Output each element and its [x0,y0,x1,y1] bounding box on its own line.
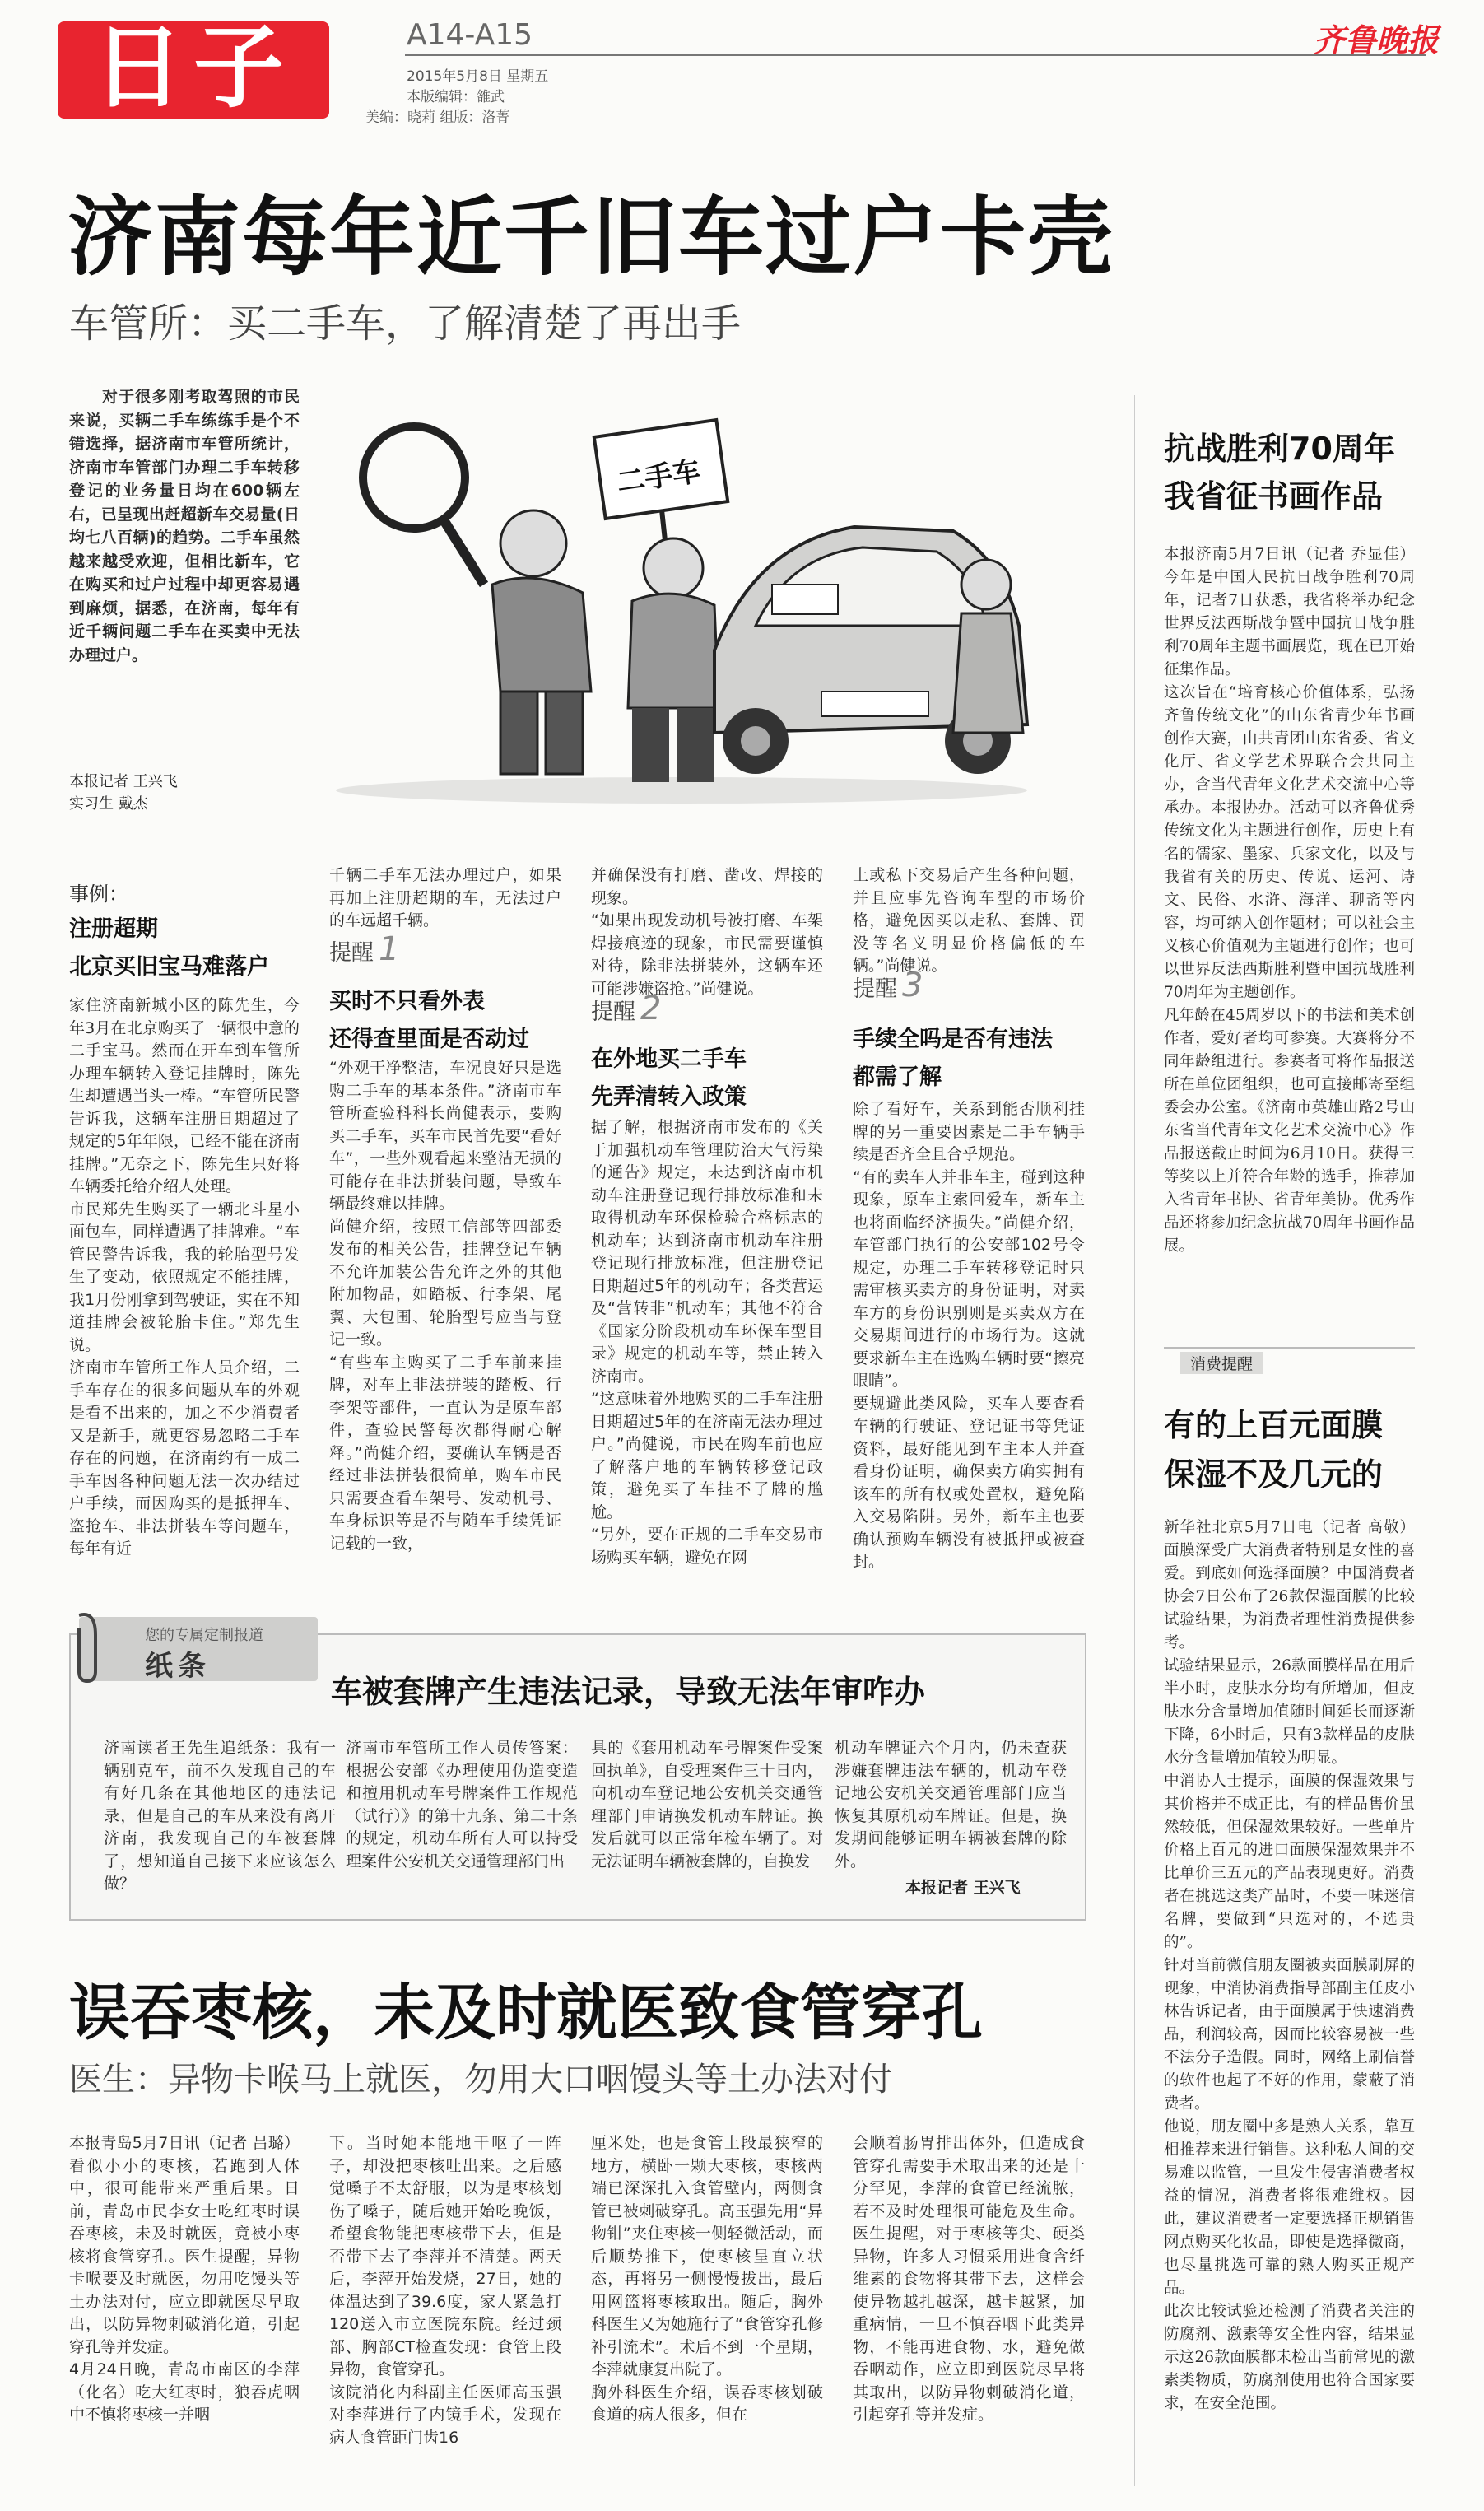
tip-1-number: 1 [379,930,400,968]
newspaper-name: 齐鲁晚报 [1314,21,1440,58]
tip-2-title-1: 在外地买二手车 [591,1046,747,1072]
sidebar-tag [1164,1347,1415,1378]
story2-col-4: 会顺着肠胃排出体外，但造成食管穿孔需要手术取出来的还是十分罕见，李萍的食管已经流脓，若不及时处理很可能危及生命。医生提醒，对于枣核等尖、硬类异物，许多人习惯采用进食含纤维素的食物将其带下去，这样会使异物越扎越深，越卡越紧，加重病情，一旦不慎吞咽下此类异物，不能再进食物、水，避免做吞咽动作，应立即到医院尽早将其取出，以防异物刺破消化道，引起穿孔等并发症。 [853,2134,1085,2424]
paper-strip-answer-3: 机动车牌证六个月内，仍未查获涉嫌套牌违法车辆的，机动车登记地公安机关交通管理部门应当恢复其原机动车牌证。但是，换发期间能够证明车辆被套牌的除外。 [835,1739,1067,1870]
sidebar-story1-headline-2: 我省征书画作品 [1164,478,1384,515]
main-col-4: 除了看好车，关系到能否顺利挂牌的另一重要因素是二手车辆手续是否齐全且合乎规范。 “有的卖车人并非车主，碰到这种现象，原车主索回爱车，新车主也将面临经济损失。”尚健介绍，车管部门执行的公安部102号令规定，办理二手车转移登记时只需审核买卖方的身份证明，对卖车方的身份识别则是买卖双方在交易期间进行的市场行为。这就要求新车主在选购车辆时要“擦亮眼睛”。 要规避此类风险，买车人要查看车辆的行驶证、登记证书等凭证资料，最好能见到车主本人并查看身份证明，确保卖方确实拥有该车的所有权或处置权，避免陷入交易陷阱。另外，新车主也要确认预购车辆没有被抵押或被查封。 [853,1100,1085,1571]
sidebar-divider [1134,395,1135,2486]
paper-strip-question: 济南读者王先生追纸条：我有一辆别克车，前不久发现自己的车有好几条在其他地区的违法记录，但是自己的车从来没有离开济南，我发现自己的车被套牌了，想知道自己接下来应该怎么做？ [104,1739,336,1893]
tip-1-title-1: 买时不只看外表 [329,989,485,1014]
paper-strip-byline: 本报记者 王兴飞 [905,1879,1021,1897]
paper-strip-tag-small: 您的专属定制报道 [145,1627,263,1644]
sidebar-story2-headline-1: 有的上百元面膜 [1164,1407,1384,1443]
issue-date: 2015年5月8日 星期五 [407,68,549,85]
sign-text: 二手车 [615,454,703,500]
main-headline: 济南每年近千旧车过户卡壳 [67,187,1115,287]
paper-strip-answer-2: 具的《套用机动车号牌案件受案回执单》，自受理案件三十日内，向机动车登记地公安机关交通管理部门申请换发机动车牌证。换发后就可以正常年检车辆了。对无法证明车辆被套牌的，自换发 [591,1739,823,1870]
main-subhead: 车管所：买二手车，了解清楚了再出手 [69,300,742,347]
tip-3-label-text: 提醒 [853,976,897,1002]
page-range: A14-A15 [407,18,533,52]
tip-2-label-text: 提醒 [591,999,635,1025]
story2-headline: 误吞枣核，未及时就医致食管穿孔 [69,1978,983,2048]
story2-col-1: 本报青岛5月7日讯（记者 吕璐）看似小小的枣核，若跑到人体中，很可能带来严重后果。日前，青岛市民李女士吃红枣时误吞枣核，未及时就医，竟被小枣核将食管穿孔。医生提醒，异物卡喉要及时就医，勿用吃馒头等土办法对付，应立即就医尽早取出，以防异物刺破消化道，引起穿孔等并发症。 4月24日晚，青岛市南区的李萍（化名）吃大红枣时，狼吞虎咽中不慎将枣核一并咽 [69,2134,300,2424]
main-col-4-top: 上或私下交易后产生各种问题，并且应事先咨询车型的市场价格，避免因买以走私、套牌、罚没等名义明显价格偏低的车辆。”尚健说。 [853,866,1085,975]
paper-strip-headline: 车被套牌产生违法记录，导致无法年审咋办 [331,1674,926,1710]
header-rule [405,54,1426,56]
page-designer: 美编：晓莉 组版：洛菁 [365,109,510,126]
page-editor: 本版编辑：雒武 [407,89,505,105]
tip-1-label [329,930,399,968]
case-label: 事例： [69,883,128,906]
main-col-3: 据了解，根据济南市发布的《关于加强机动车管理防治大气污染的通告》规定，未达到济南市机动车注册登记现行排放标准和未取得机动车环保检验合格标志的机动车；达到济南市机动车注册登记现行排放标准，但注册登记日期超过5年的机动车；各类营运及“营转非”机动车；其他不符合《国家分阶段机动车环保车型目录》规定的机动车等，禁止转入济南市。 “这意味着外地购买的二手车注册日期超过5年的在济南无法办理过户。”尚健说，市民在购车前也应了解落户地的车辆转移登记政策，避免买了车挂不了牌的尴尬。 “另外，要在正规的二手车交易市场购买车辆，避免在网 [591,1118,823,1567]
sidebar-story2-headline-2: 保湿不及几元的 [1164,1456,1384,1493]
tip-2-label [591,990,661,1027]
main-col-2-top: 千辆二手车无法办理过户，如果再加上注册超期的车，无法过户的车远超千辆。 [329,866,561,929]
sidebar-story2-body: 新华社北京5月7日电（记者 高敬）面膜深受广大消费者特别是女性的喜爱。到底如何选择面膜？中国消费者协会7日公布了26款保湿面膜的比较试验结果，为消费者理性消费提供参考。 试验结果显示，26款面膜样品在用后半小时，皮肤水分均有所增加，但皮肤水分含量增加值随时间延长而逐渐下降，6小时后，只有3款样品的皮肤水分含量增加值较为明显。 中消协人士提示，面膜的保湿效果与其价格并不成正比，有的样品售价虽然较低，但保湿效果较好。一些单片价格上百元的进口面膜保湿效果并不比单价三五元的产品表现更好。消费者在挑选这类产品时，不要一味迷信名牌，要做到“只选对的，不选贵的”。 针对当前微信朋友圈被卖面膜刷屏的现象，中消协消费指导部副主任皮小林告诉记者，由于面膜属于快速消费品，利润较高，因而比较容易被一些不法分子造假。同时，网络上刷信誉的软件也起了不好的作用，蒙蔽了消费者。 他说，朋友圈中多是熟人关系，靠互相推荐来进行销售。这种私人间的交易难以监管，一旦发生侵害消费者权益的情况，消费者将很难维权。因此，建议消费者一定要选择正规销售网点购买化妆品，即使是选择微商，也尽量挑选可靠的熟人购买正规产品。 此次比较试验还检测了消费者关注的防腐剂、激素等安全性内容，结果显示这26款面膜都未检出当前常见的激素类物质，防腐剂使用也符合国家要求，在安全范围。 [1164,1519,1415,2412]
section-logo-text: 日子 [93,15,294,120]
case-title-1: 注册超期 [69,916,158,942]
story2-col-2: 下。当时她本能地干呕了一阵子，却没把枣核吐出来。之后感觉嗓子不太舒服，以为是枣核划伤了嗓子，随后她开始吃晚饭，希望食物能把枣核带下去，但是否带下去了李萍并不清楚。两天后，李萍开始发烧，27日，她的体温达到了39.6度，家人紧急打120送入市立医院东院。经过颈部、胸部CT检查发现：食管上段异物，食管穿孔。 该院消化内科副主任医师高玉强对李萍进行了内镜手术，发现在病人食管距门齿16 [329,2134,561,2447]
tip-3-number: 3 [902,967,923,1004]
case-title-2: 北京买旧宝马难落户 [69,954,269,980]
sidebar-tag-text: 消费提醒 [1180,1352,1263,1374]
story2-col-3: 厘米处，也是食管上段最狭窄的地方，横卧一颗大枣核，枣核两端已深深扎入食管壁内，两侧食管已被刺破穿孔。高玉强先用“异物钳”夹住枣核一侧轻微活动，而后顺势推下，使枣核呈直立状态，再将另一侧慢慢拔出，最后用网篮将枣核取出。随后，胸外科医生又为她施行了“食管穿孔修补引流术”。术后不到一个星期，李萍就康复出院了。 胸外科医生介绍，误吞枣核划破食道的病人很多，但在 [591,2134,823,2424]
main-byline-intern: 实习生 戴杰 [69,795,148,813]
tip-3-title-1: 手续全吗是否有违法 [853,1027,1053,1052]
sidebar-story1-headline-1: 抗战胜利70周年 [1164,431,1395,467]
main-col-1: 家住济南新城小区的陈先生，今年3月在北京购买了一辆很中意的二手宝马。然而在开车到车管所办理车辆转入登记挂牌时，陈先生却遭遇当头一棒。“车管所民警告诉我，这辆车注册日期超过了规定的5年年限，已经不能在济南挂牌。”无奈之下，陈先生只好将车辆委托给介绍人处理。 市民郑先生购买了一辆北斗星小面包车，同样遭遇了挂牌难。“车管民警告诉我，我的轮胎型号发生了变动，依照规定不能挂牌，我1月份刚拿到驾驶证，实在不知道挂牌会被轮胎卡住。”郑先生说。 济南市车管所工作人员介绍，二手车存在的很多问题从车的外观是看不出来的，加之不少消费者又是新手，就更容易忽略二手车存在的问题，在济南约有一成二手车因各种问题无法一次办结过户手续，而因购买的是抵押车、盗抢车、非法拼装车等问题车，每年有近 [69,996,300,1558]
tip-1-title-2: 还得查里面是否动过 [329,1027,529,1052]
story2-subhead: 医生：异物卡喉马上就医，勿用大口咽馒头等土办法对付 [69,2061,892,2099]
main-lead: 对于很多刚考取驾照的市民来说，买辆二手车练练手是个不错选择，据济南市车管所统计，济南市车管部门办理二手车转移登记的业务量日均在600辆左右，已呈现出赶超新车交易量(日均七八百辆)的趋势。二手车虽然越来越受欢迎，但相比新车，它在购买和过户过程中却更容易遇到麻烦，据悉，在济南，每年有近千辆问题二手车在买卖中无法办理过户。 [69,388,300,664]
paper-strip-tag-big: 纸条 [145,1650,211,1683]
sidebar-story1-body: 本报济南5月7日讯（记者 乔显佳）今年是中国人民抗日战争胜利70周年，记者7日获悉，我省将举办纪念世界反法西斯战争暨中国抗日战争胜利70周年主题书画展览，现在已开始征集作品。 这次旨在“培育核心价值体系，弘扬齐鲁传统文化”的山东省青少年书画创作大赛，由共青团山东省委、省文化厅、省文学艺术界联合会共同主办，含当代青年文化艺术交流中心等承办。本报协办。活动可以齐鲁优秀传统文化为主题进行创作，历史上有名的儒家、墨家、兵家文化，以及与我省有关的历史、传说、运河、诗文、民俗、水浒、海洋、聊斋等内容，均可纳入创作题材；可以社会主义核心价值观为主题进行创作；也可以世界反法西斯胜利暨中国抗战胜利70周年为主题创作。 凡年龄在45周岁以下的书法和美术创作者，爱好者均可参赛。大赛将分不同年龄组进行。参赛者可将作品报送所在单位团组织，也可直接邮寄至组委会办公室。《济南市英雄山路2号山东省当代青年文化艺术交流中心》作品报送截止时间为6月10日。获得三等奖以上并符合年龄的选手，推荐加入省青年书协、省青年美协。优秀作品还将参加纪念抗战70周年书画作品展。 [1164,546,1415,1255]
main-byline-reporter: 本报记者 王兴飞 [69,773,178,790]
main-col-3-top: 并确保没有打磨、凿改、焊接的现象。 “如果出现发动机号被打磨、车架焊接痕迹的现象，市民需要谨慎对待，除非法拼装外，这辆车还可能涉嫌盗抢。”尚健说。 [591,866,823,998]
tip-2-number: 2 [640,990,662,1027]
tip-1-label-text: 提醒 [329,940,374,966]
paper-strip-answer-1: 济南市车管所工作人员传答案：根据公安部《办理使用伪造变造和擅用机动车号牌案件工作规范（试行）》的第十九条、第二十条的规定，机动车所有人可以持受理案件公安机关交通管理部门出 [346,1739,578,1870]
tip-2-title-2: 先弄清转入政策 [591,1084,747,1110]
tip-3-title-2: 都需了解 [853,1064,942,1090]
tip-3-label [853,967,923,1004]
pin-icon [71,1610,104,1683]
main-col-2: “外观干净整洁，车况良好只是选购二手车的基本条件。”济南市车管所查验科科长尚健表示，要购买二手车，买车市民首先要“看好车”，一些外观看起来整洁无损的可能存在非法拼装问题，导致车辆最终难以挂牌。 尚健介绍，按照工信部等四部委发布的相关公告，挂牌登记车辆不允许加装公告允许之外的其他附加物品，如踏板、行李架、尾翼、大包围、轮胎型号应当与登记一致。 “有些车主购买了二手车前来挂牌，对车上非法拼装的踏板、行李架等部件，一直认为是原车部件，查验民警每次都得耐心解释。”尚健介绍，要确认车辆是否经过非法拼装很简单，购车市民只需要查看车架号、发动机号、车身标识等是否与随车手续凭证记载的一致， [329,1059,561,1553]
cartoon-illustration [328,379,1035,807]
